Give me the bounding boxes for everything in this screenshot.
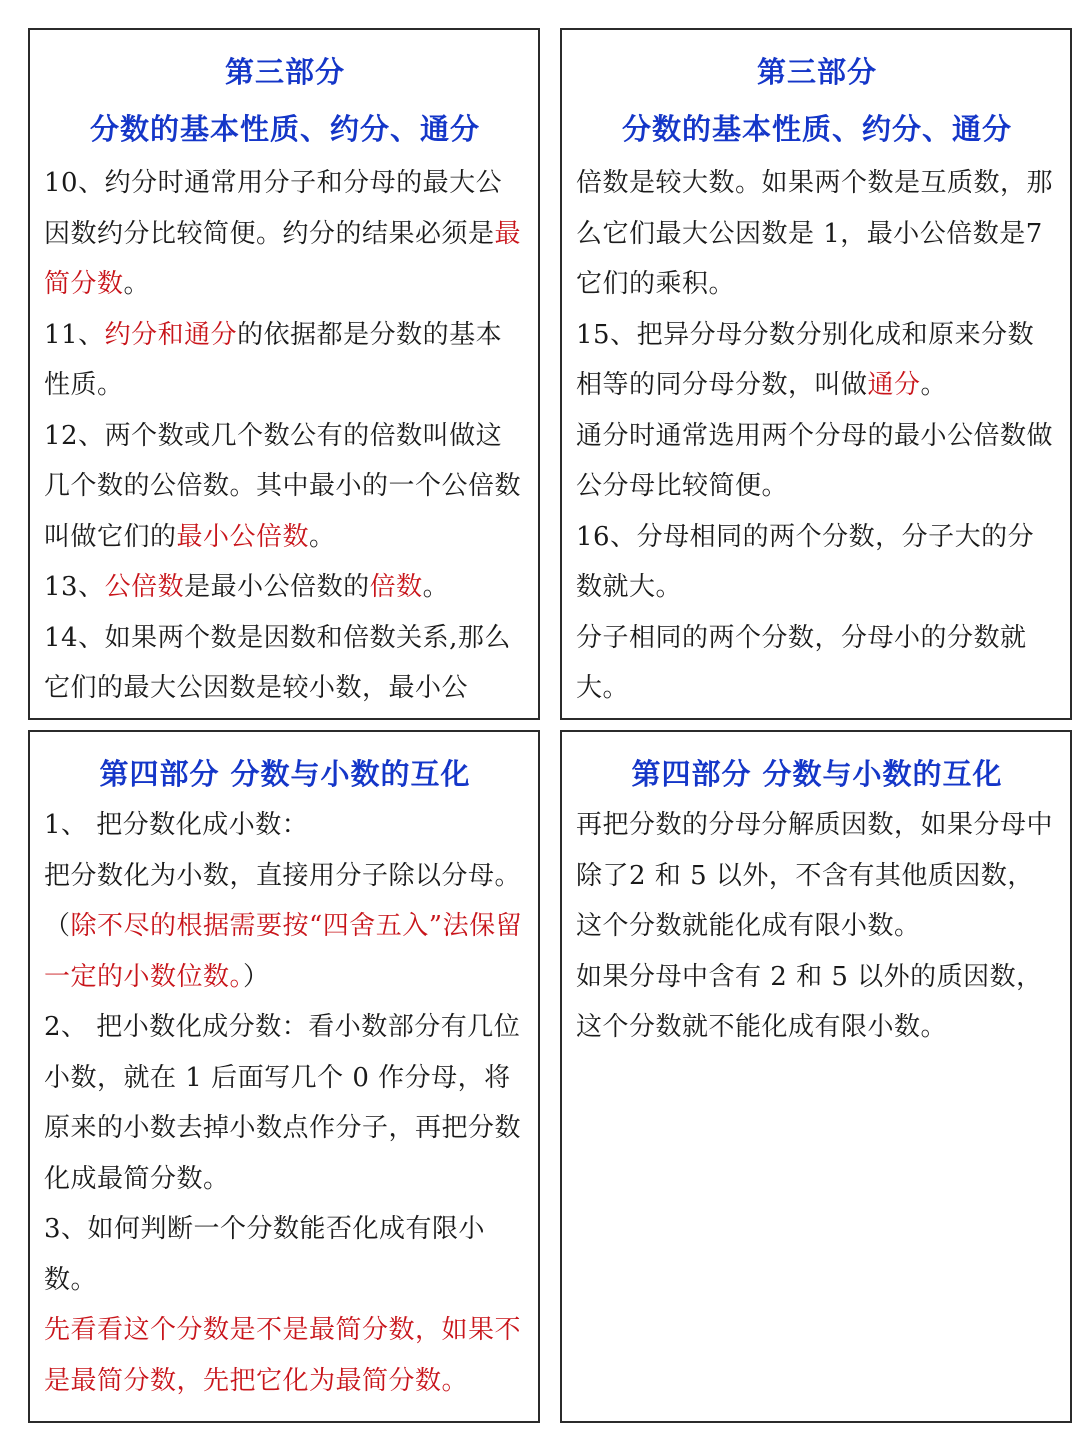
step-1-title: 1、 把分数化成小数： [44, 810, 309, 840]
item-15: 15、把异分母分数分别化成和原来分数相等的同分母分数，叫做通分。 [576, 319, 1035, 400]
item-14: 14、如果两个数是因数和倍数关系,那么它们的最大公因数是较小数，最小公 [44, 622, 511, 703]
step-2: 2、 把小数化成分数：看小数部分有几位小数，就在 1 后面写几个 0 作分母，将原来的小数去掉小数点作分子，再把分数化成最简分数。 [44, 1012, 522, 1194]
highlight-term: 最简分数 [44, 218, 522, 299]
card-part3-left [28, 28, 540, 720]
highlight-term: 倍数 [369, 572, 423, 602]
card-part3-right [560, 28, 1072, 720]
step-3-title: 3、如何判断一个分数能否化成有限小数。 [44, 1214, 486, 1295]
highlight-term: 通分 [867, 370, 921, 400]
item-12: 12、两个数或几个数公有的倍数叫做这几个数的公倍数。其中最小的一个公倍数叫做它们的最小公倍数。 [44, 420, 522, 552]
card-part4-left [28, 730, 540, 1423]
item-16-note: 分子相同的两个分数，分母小的分数就大。 [576, 622, 1027, 703]
highlight-term: 公倍数 [104, 572, 185, 602]
highlight-term: 约分和通分 [104, 319, 238, 350]
step-1-note: （除不尽的根据需要按“四舍五入”法保留一定的小数位数。） [44, 911, 523, 992]
section-heading: 第三部分 [224, 55, 345, 89]
section-heading: 第三部分 [756, 55, 877, 89]
step-1-body: 把分数化为小数，直接用分子除以分母。 [44, 860, 522, 891]
highlight-note: 除不尽的根据需要按“四舍五入”法保留一定的小数位数。 [44, 911, 523, 992]
item-13: 13、公倍数是最小公倍数的倍数。 [44, 572, 450, 602]
item-14-continued: 倍数是较大数。如果两个数是互质数，那么它们最大公因数是 1，最小公倍数是7它们的乘积。 [576, 168, 1054, 299]
rule-finite-decimal: 再把分数的分母分解质因数，如果分母中除了2 和 5 以外，不含有其他质因数，这个分数就能化成有限小数。 [576, 810, 1054, 941]
item-15-note: 通分时通常选用两个分母的最小公倍数做公分母比较简便。 [576, 420, 1054, 501]
item-10: 10、约分时通常用分子和分母的最大公因数约分比较简便。约分的结果必须是最简分数。 [44, 168, 522, 299]
card-part4-right [560, 730, 1072, 1423]
section-heading: 第四部分 分数与小数的互化 [99, 757, 471, 791]
step-3-highlight: 先看看这个分数是不是最简分数，如果不是最简分数，先把它化为最简分数。 [44, 1315, 522, 1396]
item-16: 16、分母相同的两个分数，分子大的分数就大。 [576, 521, 1035, 602]
highlight-term: 最小公倍数 [176, 521, 310, 552]
rule-not-finite-decimal: 如果分母中含有 2 和 5 以外的质因数，这个分数就不能化成有限小数。 [576, 961, 1043, 1042]
section-heading: 第四部分 分数与小数的互化 [631, 757, 1003, 791]
section-subheading: 分数的基本性质、约分、通分 [89, 112, 480, 146]
item-11: 11、约分和通分的依据都是分数的基本性质。 [44, 319, 503, 400]
section-subheading: 分数的基本性质、约分、通分 [621, 112, 1012, 146]
